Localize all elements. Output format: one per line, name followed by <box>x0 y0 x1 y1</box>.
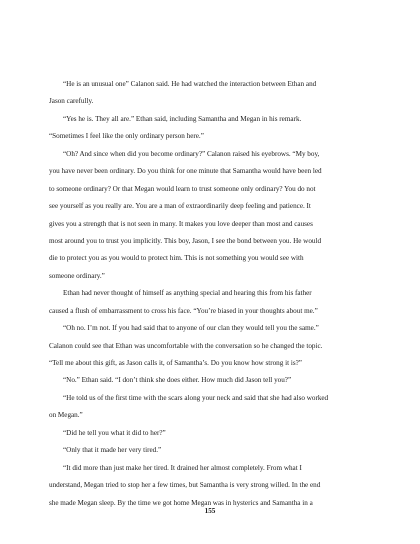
text-line: see yourself as you really are. You are a man of extraordinarily deep feeling and patience. It <box>49 202 311 211</box>
paragraph <box>49 320 373 372</box>
text-line: you have never been ordinary. Do you think for one minute that Samantha would have been led <box>49 167 322 176</box>
paragraph <box>49 390 373 425</box>
paragraph <box>49 76 373 111</box>
text-line: most around you to trust you implicitly. This boy, Jason, I see the bond between you. He would <box>49 236 322 245</box>
text-line: Jason carefully. <box>49 97 94 106</box>
text-line: Ethan had never thought of himself as anything special and hearing this from his father <box>63 289 312 298</box>
paragraph <box>49 442 373 459</box>
paragraph <box>49 425 373 442</box>
text-line: “Only that it made her very tired.” <box>63 446 162 455</box>
text-line: “Yes he is. They all are.” Ethan said, including Samantha and Megan in his remark. <box>63 114 302 123</box>
text-line: “He is an unusual one” Calanon said. He had watched the interaction between Ethan and <box>63 80 317 88</box>
text-line: understand, Megan tried to stop her a few times, but Samantha is very strong willed. In the end <box>49 481 321 490</box>
text-line: “He told us of the first time with the scars along your neck and said that she had also worked <box>63 393 329 402</box>
paragraph <box>49 285 373 320</box>
paragraph <box>49 111 373 146</box>
text-line: “It did more than just make her tired. It drained her almost completely. From what I <box>63 463 302 472</box>
text-line: gives you a strength that is not seen in many. It makes you love deeper than most and causes <box>49 219 313 228</box>
text-line: she made Megan sleep. By the time we got home Megan was in hysterics and Samantha in a <box>49 498 313 507</box>
text-line: “Oh? And since when did you become ordinary?” Calanon raised his eyebrows. “My boy, <box>63 149 320 158</box>
text-line: die to protect you as you would to protect him. This is not something you would see with <box>49 254 304 263</box>
text-line: “No.” Ethan said. “I don’t think she does either. How much did Jason tell you?” <box>63 376 292 385</box>
body-text <box>49 76 373 512</box>
paragraph <box>49 372 373 389</box>
text-line: “Oh no. I’m not. If you had said that to anyone of our clan they would tell you the same.” <box>63 324 319 333</box>
paragraph <box>49 460 373 512</box>
text-line: on Megan.” <box>49 411 83 420</box>
page-number: 155 <box>204 507 216 515</box>
text-line: someone ordinary.” <box>49 271 105 280</box>
text-line: to someone ordinary? Or that Megan would learn to trust someone only ordinary? You do not <box>49 184 316 193</box>
text-line: Calanon could see that Ethan was uncomfortable with the conversation so he changed the topic. <box>49 341 323 350</box>
text-line: “Tell me about this gift, as Jason calls it, of Samantha’s. Do you know how strong it is?” <box>49 359 302 367</box>
text-line: caused a flush of embarrassment to cross his face. “You’re biased in your thoughts about me.” <box>49 306 318 315</box>
text-line: “Sometimes I feel like the only ordinary person here.” <box>49 132 204 141</box>
text-line: “Did he tell you what it did to her?” <box>63 428 166 437</box>
paragraph <box>49 146 373 286</box>
